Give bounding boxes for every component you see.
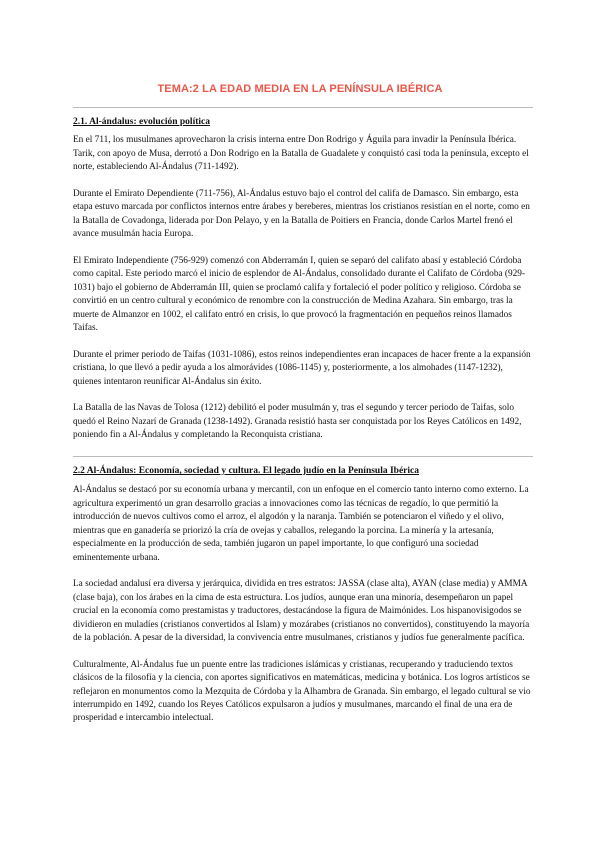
paragraph: La Batalla de las Navas de Tolosa (1212) debilitó el poder musulmán y, tras el segundo y tercer periodo de Taifas, solo quedó el Reino Nazarí de Granada (1238-1492). Granada resistió hasta ser conquistada por los Reyes Católicos en 1492, poniendo fin a Al-Ándalus y completando la Reconquista cristiana. — [73, 403, 522, 441]
section-heading-economy: 2.2 Al-Ándalus: Economía, sociedad y cultura. El legado judío en la Península Ibérica — [73, 466, 419, 477]
paragraph: La sociedad andalusí era diversa y jerárquica, dividida en tres estratos: JASSA (clase alta), AYAN (clase media) y AMMA (clase baja), con los árabes en la cima de esta estructura. Los judíos, aunque eran una minoría, desempeñaron un papel crucial en la economía como prestamistas y traductores, destacándose la figura de Maimónides. Los hispanovisigodos se dividieron en muladíes (cristianos convertidos al Islam) y mozárabes (cristianos no convertidos), constituyendo la mayoría de la población. A pesar de la diversidad, la convivencia entre musulmanes, cristianos y judíos fue generalmente pacífica. — [73, 579, 530, 643]
section-divider — [73, 107, 533, 108]
document-body — [73, 107, 533, 739]
paragraph: Al-Ándalus se destacó por su economía urbana y mercantil, con un enfoque en el comercio tanto interno como externo. La agricultura experimentó un gran desarrollo gracias a innovaciones como las técnicas de regadío, lo que permitió la introducción de nuevos cultivos como el arroz, el algodón y la naranja. También se potenciaron el viñedo y el olivo, mientras que en ganadería se priorizó la cría de ovejas y caballos, relegando la porcina. La minería y la artesanía, especialmente en la producción de seda, también jugaron un papel importante, lo que configuró una sociedad eminentemente urbana. — [73, 485, 529, 563]
paragraph: Durante el primer periodo de Taifas (1031-1086), estos reinos independientes eran incapaces de hacer frente a la expansión cristiana, lo que llevó a pedir ayuda a los almorávides (1086-1145) y, posteriormente, a los almohades (1147-1232), quienes intentaron reunificar Al-Ándalus sin éxito. — [73, 349, 531, 387]
section-heading-political: 2.1. Al-ándalus: evolución política — [73, 117, 210, 127]
paragraph: Culturalmente, Al-Ándalus fue un puente entre las tradiciones islámicas y cristianas, recuperando y traduciendo textos clásicos de la filosofía y la ciencia, con aportes significativos en matemáticas, medicina y botánica. Los logros artísticos se reflejaron en monumentos como la Mezquita de Córdoba y la Alhambra de Granada. Sin embargo, el legado cultural se vio interrumpido en 1492, cuando los Reyes Católicos expulsaron a judíos y musulmanes, marcando el final de una era de prosperidad e intercambio intelectual. — [73, 659, 531, 724]
document-title: TEMA:2 LA EDAD MEDIA EN LA PENÍNSULA IBÉRICA — [157, 83, 443, 95]
paragraph: Durante el Emirato Dependiente (711-756), Al-Ándalus estuvo bajo el control del califa de Damasco. Sin embargo, esta etapa estuvo marcada por conflictos internos entre árabes y bereberes, mientras los cristianos resistían en el norte, como en la Batalla de Covadonga, liderada por Don Pelayo, y en la Batalla de Poitiers en Francia, donde Carlos Martel frenó el avance musulmán hacia Europa. — [73, 189, 530, 240]
section-divider — [73, 456, 533, 457]
paragraph: En el 711, los musulmanes aprovecharon la crisis interna entre Don Rodrigo y Águila para invadir la Península Ibérica. Tarik, con apoyo de Musa, derrotó a Don Rodrigo en la Batalla de Guadalete y conquistó casi toda la península, excepto el norte, estableciendo Al-Ándalus (711-1492). — [73, 135, 529, 173]
paragraph: El Emirato Independiente (756-929) comenzó con Abderramán I, quien se separó del califato abasí y estableció Córdoba como capital. Este periodo marcó el inicio de esplendor de Al-Ándalus, consolidado durante el Califato de Córdoba (929-1031) bajo el gobierno de Abderramán III, quien se proclamó califa y fortaleció el poder político y religioso. Córdoba se convirtió en un centro cultural y económico de renombre con la construcción de Medina Azahara. Sin embargo, tras la muerte de Almanzor en 1002, el califato entró en crisis, lo que provocó la fragmentación en pequeños reinos llamados Taifas. — [73, 256, 526, 334]
